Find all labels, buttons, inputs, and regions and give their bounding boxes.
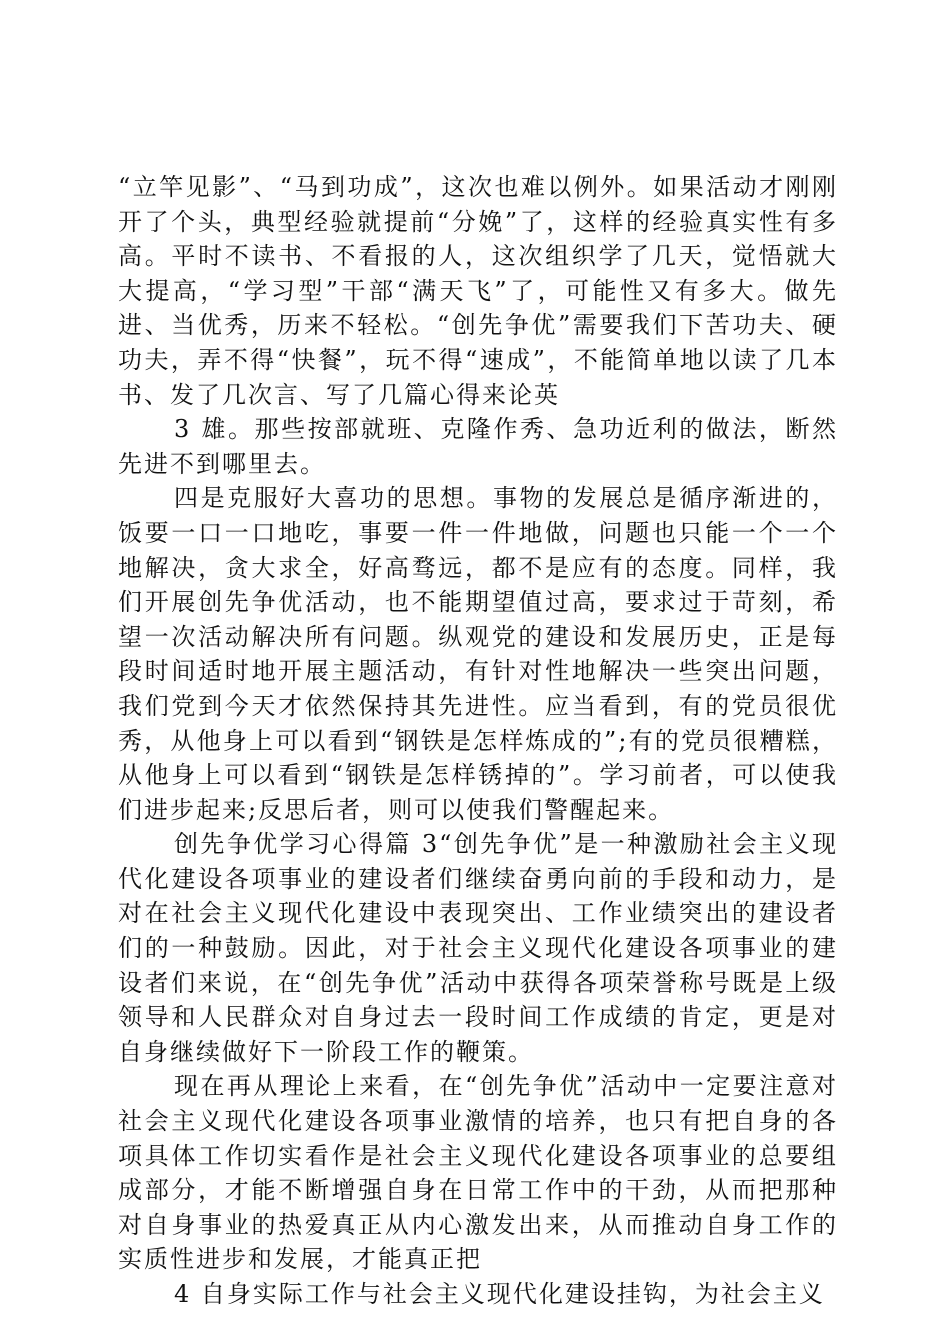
paragraph-page-3-start: 3 雄。那些按部就班、克隆作秀、急功近利的做法，断然先进不到哪里去。: [118, 415, 838, 478]
paragraph-continuation: “立竿见影”、“马到功成”，这次也难以例外。如果活动才刚刚开了个头，典型经验就提前“分娩”了，这样的经验真实性有多高。平时不读书、不看报的人，这次组织学了几天，觉悟就大大提高，“学习型”干部“满天飞”了，可能性又有多大。做先进、当优秀，历来不轻松。“创先争优”需要我们下苦功夫、硬功夫，弄不得“快餐”，玩不得“速成”，不能简单地以读了几本书、发了几次言、写了几篇心得来论英: [118, 173, 838, 409]
body-text: [118, 170, 838, 1312]
paragraph-article-3: 创先争优学习心得篇 3“创先争优”是一种激励社会主义现代化建设各项事业的建设者们继续奋勇向前的手段和动力，是对在社会主义现代化建设中表现突出、工作业绩突出的建设者们的一种鼓励。因此，对于社会主义现代化建设各项事业的建设者们来说，在“创先争优”活动中获得各项荣誉称号既是上级领导和人民群众对自身过去一段时间工作成绩的肯定，更是对自身继续做好下一阶段工作的鞭策。: [118, 830, 838, 1066]
paragraph-point-four: 四是克服好大喜功的思想。事物的发展总是循序渐进的，饭要一口一口地吃，事要一件一件地做，问题也只能一个一个地解决，贪大求全，好高骛远，都不是应有的态度。同样，我们开展创先争优活动，也不能期望值过高，要求过于苛刻，希望一次活动解决所有问题。纵观党的建设和发展历史，正是每段时间适时地开展主题活动，有针对性地解决一些突出问题，我们党到今天才依然保持其先进性。应当看到，有的党员很优秀，从他身上可以看到“钢铁是怎样炼成的”;有的党员很糟糕，从他身上可以看到“钢铁是怎样锈掉的”。学习前者，可以使我们进步起来;反思后者，则可以使我们警醒起来。: [118, 484, 838, 824]
paragraph-theory: 现在再从理论上来看，在“创先争优”活动中一定要注意对社会主义现代化建设各项事业激情的培养，也只有把自身的各项具体工作切实看作是社会主义现代化建设各项事业的总要组成部分，才能不断增强自身在日常工作中的干劲，从而把那种对自身事业的热爱真正从内心激发出来，从而推动自身工作的实质性进步和发展，才能真正把: [118, 1072, 838, 1274]
paragraph-page-4-start: 4 自身实际工作与社会主义现代化建设挂钩，为社会主义: [174, 1280, 825, 1308]
